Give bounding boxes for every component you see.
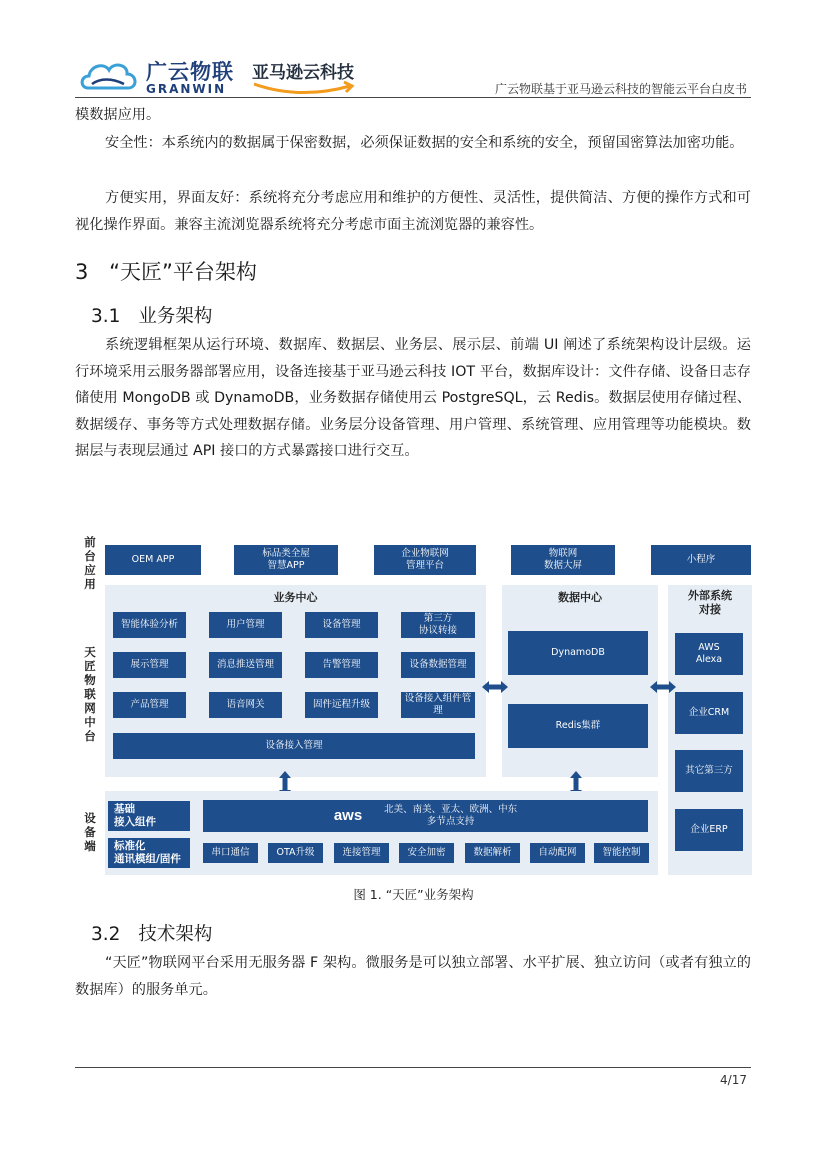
section-title: 业务架构 <box>138 306 213 327</box>
front-app-box: 物联网 数据大屏 <box>511 545 615 575</box>
business-center-title: 业务中心 <box>273 591 318 604</box>
device-module-box: 安全加密 <box>399 843 454 863</box>
business-module-box: 用户管理 <box>209 612 282 638</box>
row-label-device: 设备端 <box>84 811 96 853</box>
business-module-box: 展示管理 <box>113 652 186 678</box>
logo-text-cn: 广云物联 <box>146 60 234 84</box>
business-module-box: 设备管理 <box>305 612 378 638</box>
business-module-box: 第三方 协议转接 <box>401 612 475 638</box>
business-module-box: 告警管理 <box>305 652 378 678</box>
section-number: 3.2 <box>91 924 121 945</box>
section-3-2-heading <box>91 920 212 946</box>
dynamodb-box: DynamoDB <box>508 631 648 675</box>
figure-caption: 图 1. “天匠”业务架构 <box>353 887 474 902</box>
external-system-box: 企业CRM <box>675 692 743 734</box>
aws-regions-text: 北美、南美、亚太、欧洲、中东 多节点支持 <box>384 804 518 827</box>
device-module-box: 数据解析 <box>465 843 520 863</box>
bidirectional-arrow-icon <box>481 680 509 694</box>
paragraph-continued: 模数据应用。 <box>75 107 161 123</box>
partner-name: 亚马逊云科技 <box>252 63 354 83</box>
section-title: “天匠”平台架构 <box>109 260 257 284</box>
business-module-box: 产品管理 <box>113 692 186 718</box>
redis-cluster-box: Redis集群 <box>508 704 648 748</box>
device-module-box: OTA升级 <box>268 843 323 863</box>
section-3-heading <box>75 256 257 286</box>
amazon-smile-icon <box>250 80 360 98</box>
paragraph-security: 安全性：本系统内的数据属于保密数据，必须保证数据的安全和系统的安全，预留国密算法加密功能。 <box>105 135 744 151</box>
basic-access-components-tag: 基础 接入组件 <box>108 801 190 831</box>
header-divider <box>75 97 751 98</box>
external-systems-title: 外部系统 对接 <box>688 589 732 616</box>
logo-text-en: GRANWIN <box>146 82 227 96</box>
aws-banner <box>203 800 648 832</box>
row-label-front: 前台应用 <box>84 535 96 591</box>
device-access-management-box: 设备接入管理 <box>113 733 475 759</box>
footer-divider <box>75 1067 751 1068</box>
device-module-box: 智能控制 <box>594 843 649 863</box>
front-app-box: 企业物联网 管理平台 <box>374 545 476 575</box>
business-module-box: 智能体验分析 <box>113 612 186 638</box>
paragraph-usability: 方便实用，界面友好：系统将充分考虑应用和维护的方便性、灵活性，提供简洁、方便的操作方式和可视化操作界面。兼容主流浏览器系统将充分考虑市面主流浏览器的兼容性。 <box>75 190 751 233</box>
data-center-panel <box>502 585 658 777</box>
document-title: 广云物联基于亚马逊云科技的智能云平台白皮书 <box>494 82 747 96</box>
business-module-box: 消息推送管理 <box>209 652 282 678</box>
section-3-1-heading <box>91 302 212 328</box>
business-module-box: 设备接入组件管 理 <box>401 692 475 718</box>
page-number: 4/17 <box>720 1073 747 1087</box>
front-app-box: 标品类全屋 智慧APP <box>234 545 338 575</box>
paragraph-business-architecture: 系统逻辑框架从运行环境、数据库、数据层、业务层、展示层、前端 UI 阐述了系统架构设计层级。运行环境采用云服务器部署应用，设备连接基于亚马逊云科技 IOT 平台，数据库设计：文件存储、设备日志存储使用 MongoDB 或 DynamoDB，业务数据存储使用云 PostgreSQL，云 Redis。数据层使用存储过程、数据缓存、事务等方式处理数据存储。业务层分设备管理、用户管理、系统管理、应用管理等功能模块。数据层与表现层通过 API 接口的方式暴露接口进行交互。 <box>75 337 751 459</box>
section-number: 3 <box>75 260 89 284</box>
standard-module-firmware-tag: 标准化 通讯模组/固件 <box>108 838 190 868</box>
granwin-cloud-logo-icon <box>80 58 140 96</box>
external-system-box: 其它第三方 <box>675 750 743 792</box>
business-module-box: 固件远程升级 <box>305 692 378 718</box>
row-label-middle: 天匠物联网中台 <box>84 645 96 743</box>
external-system-box: AWS Alexa <box>675 633 743 675</box>
business-architecture-diagram <box>78 533 752 875</box>
front-app-box: OEM APP <box>105 545 201 575</box>
device-module-box: 连接管理 <box>334 843 389 863</box>
device-module-box: 自动配网 <box>530 843 585 863</box>
section-title: 技术架构 <box>138 924 213 945</box>
business-module-box: 设备数据管理 <box>401 652 475 678</box>
device-module-box: 串口通信 <box>203 843 258 863</box>
bidirectional-arrow-icon <box>649 680 677 694</box>
section-number: 3.1 <box>91 306 121 327</box>
data-center-title: 数据中心 <box>558 591 602 604</box>
front-app-box: 小程序 <box>651 545 751 575</box>
aws-logo: aws <box>333 807 363 824</box>
paragraph-tech-architecture: “天匠”物联网平台采用无服务器 F 架构。微服务是可以独立部署、水平扩展、独立访问（或者有独立的数据库）的服务单元。 <box>75 955 751 998</box>
business-module-box: 语音网关 <box>209 692 282 718</box>
external-system-box: 企业ERP <box>675 809 743 851</box>
